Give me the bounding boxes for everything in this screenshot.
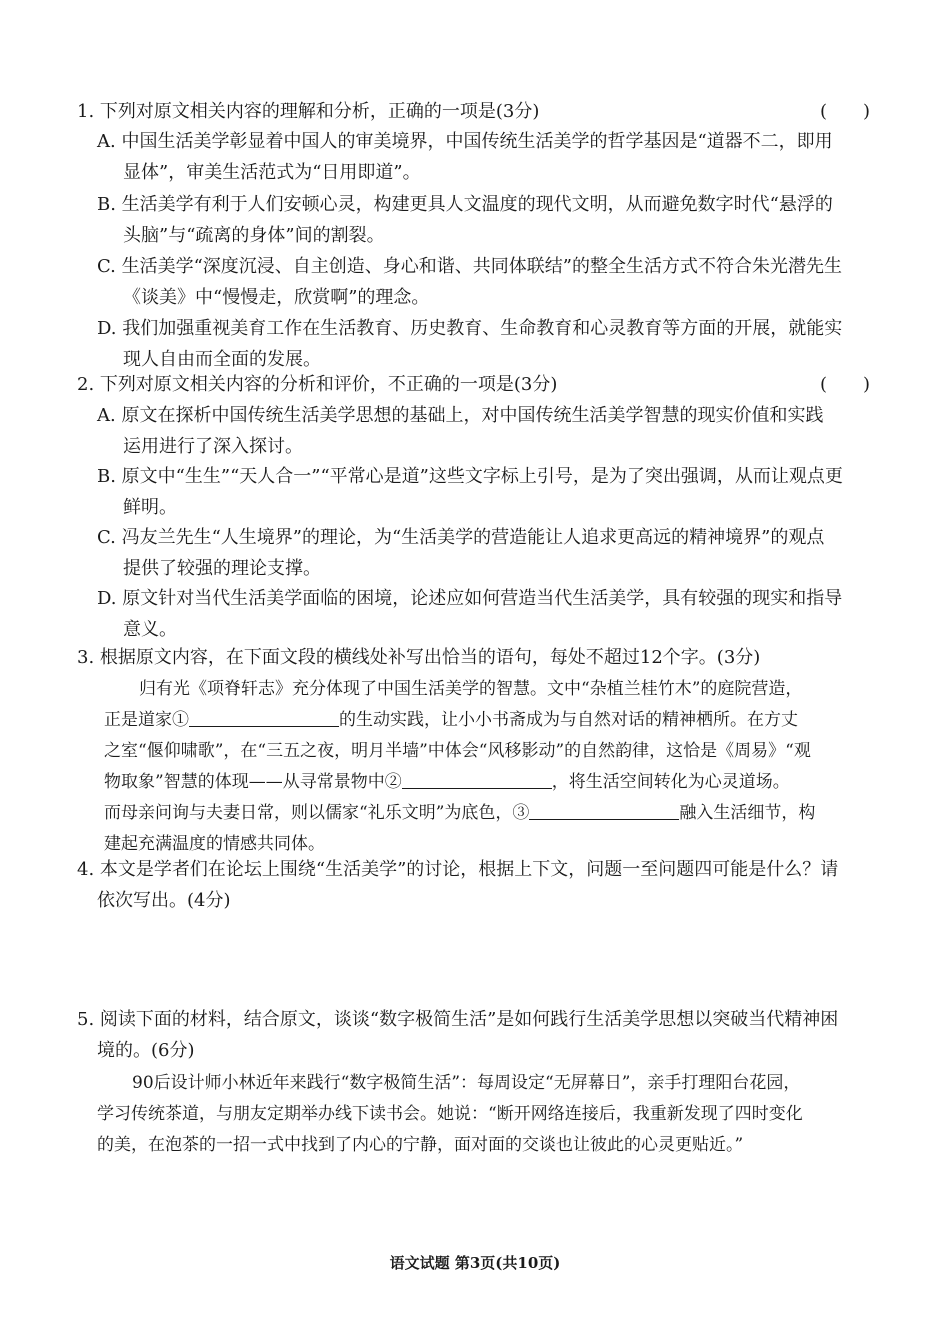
q2-option-b-line2: 鲜明。 (123, 497, 177, 518)
q3-passage-line4-end: ，将生活空间转化为心灵道场。 (551, 772, 790, 792)
q5-stem-line1: 5. 阅读下面的材料，结合原文，谈谈“数字极简生活”是如何践行生活美学思想以突破当代精神困 (77, 1009, 839, 1030)
q4-stem-line2: 依次写出。(4分) (97, 890, 231, 911)
q3-passage-line1: 归有光《项脊轩志》充分体现了中国生活美学的智慧。文中“杂植兰桂竹木”的庭院营造， (139, 679, 803, 699)
q1-option-c-line2: 《谈美》中“慢慢走，欣赏啊”的理念。 (123, 287, 430, 308)
q2-answer-bracket: ( ) (820, 374, 871, 395)
q3-passage-line5-start: 而母亲问询与夫妻日常，则以儒家“礼乐文明”为底色，③ (104, 803, 530, 823)
q3-passage-line4 (104, 767, 790, 797)
q1-option-a-line2: 显体”，审美生活范式为“日用即道”。 (123, 162, 421, 183)
q2-option-c-line1: C. 冯友兰先生“人生境界”的理论，为“生活美学的营造能让人追求更高远的精神境界”的观点 (97, 527, 825, 548)
q1-option-c-line1: C. 生活美学“深度沉浸、自主创造、身心和谐、共同体联结”的整全生活方式不符合朱光潜先生 (97, 256, 842, 277)
q3-blank-1[interactable] (189, 708, 339, 727)
q3-blank-3[interactable] (529, 801, 679, 820)
q3-passage-line4-start: 物取象”智慧的体现——从寻常景物中② (104, 772, 402, 792)
q3-blank-2[interactable] (402, 770, 552, 789)
q1-option-b-line2: 头脑”与“疏离的身体”间的割裂。 (123, 225, 385, 246)
q1-option-a-line1: A. 中国生活美学彰显着中国人的审美境界，中国传统生活美学的哲学基因是“道器不二，即用 (97, 131, 833, 152)
q3-passage-line5 (104, 798, 815, 828)
q5-material-line1: 90后设计师小林近年来践行“数字极简生活”：每周设定“无屏幕日”，亲手打理阳台花园， (132, 1073, 801, 1093)
q3-passage-line6: 建起充满温度的情感共同体。 (104, 834, 325, 854)
q3-passage-line3: 之室“偃仰啸歌”，在“三五之夜，明月半墙”中体会“风移影动”的自然韵律，这恰是《周易》“观 (104, 741, 811, 761)
q3-passage-line5-end: 融入生活细节，构 (679, 803, 816, 823)
page-footer: 语文试题 第3页(共10页) (389, 1254, 561, 1272)
q5-material-line3: 的美，在泡茶的一招一式中找到了内心的宁静，面对面的交谈也让彼此的心灵更贴近。” (97, 1135, 744, 1155)
q1-answer-bracket: ( ) (820, 101, 871, 122)
q2-stem: 2. 下列对原文相关内容的分析和评价，不正确的一项是(3分) (77, 374, 558, 395)
q1-option-d-line1: D. 我们加强重视美育工作在生活教育、历史教育、生命教育和心灵教育等方面的开展，就能实 (97, 318, 843, 339)
q3-passage-line2-start: 正是道家① (104, 710, 189, 730)
q3-passage-line2 (104, 705, 798, 735)
q4-stem-line1: 4. 本文是学者们在论坛上围绕“生活美学”的讨论，根据上下文，问题一至问题四可能是什么？请 (77, 859, 839, 880)
q1-option-d-line2: 现人自由而全面的发展。 (123, 349, 321, 370)
q3-passage-line2-end: 的生动实践，让小小书斋成为与自然对话的精神栖所。在方丈 (339, 710, 798, 730)
q2-option-a-line2: 运用进行了深入探讨。 (123, 436, 303, 457)
q5-stem-line2: 境的。(6分) (97, 1040, 195, 1061)
q3-stem: 3. 根据原文内容，在下面文段的横线处补写出恰当的语句，每处不超过12个字。(3分) (77, 647, 761, 668)
q2-option-c-line2: 提供了较强的理论支撑。 (123, 558, 321, 579)
q2-option-d-line2: 意义。 (123, 619, 177, 640)
q5-material-line2: 学习传统茶道，与朋友定期举办线下读书会。她说：“断开网络连接后，我重新发现了四时变化 (97, 1104, 803, 1124)
q2-option-b-line1: B. 原文中“生生”“天人合一”“平常心是道”这些文字标上引号，是为了突出强调，从而让观点更 (97, 466, 843, 487)
q4-answer-area[interactable] (97, 920, 877, 1000)
q2-option-d-line1: D. 原文针对当代生活美学面临的困境，论述应如何营造当代生活美学，具有较强的现实和指导 (97, 588, 843, 609)
q1-stem: 1. 下列对原文相关内容的理解和分析，正确的一项是(3分) (77, 101, 540, 122)
q2-option-a-line1: A. 原文在探析中国传统生活美学思想的基础上，对中国传统生活美学智慧的现实价值和实践 (97, 405, 824, 426)
q1-option-b-line1: B. 生活美学有利于人们安顿心灵，构建更具人文温度的现代文明，从而避免数字时代“悬浮的 (97, 194, 833, 215)
